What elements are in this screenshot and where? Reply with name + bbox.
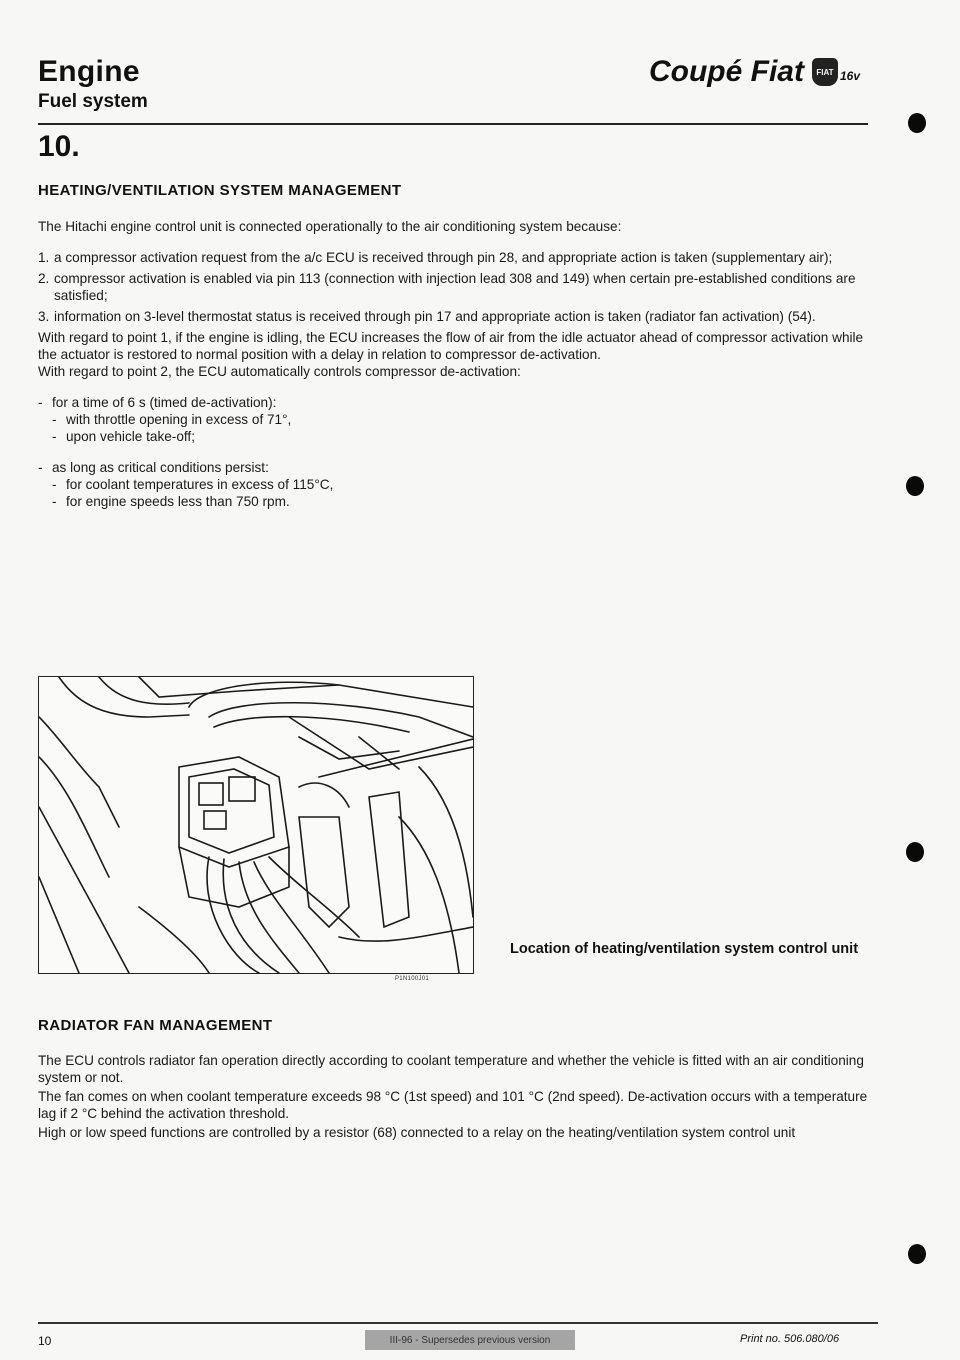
critical-label: as long as critical conditions persist:	[52, 460, 269, 475]
heating-para-2: With regard to point 2, the ECU automatically controls compressor de-activation:	[38, 364, 521, 379]
control-unit-drawing	[39, 677, 473, 973]
item-number: 3.	[38, 309, 50, 324]
list-item	[38, 270, 878, 304]
radiator-body	[38, 1052, 878, 1141]
section-title: Fuel system	[38, 91, 148, 112]
list-item	[38, 308, 878, 325]
list-item: - for a time of 6 s (timed de-activation):	[38, 395, 277, 410]
item-number: 2.	[38, 271, 50, 286]
punch-hole-icon	[906, 842, 924, 862]
radiator-para-1: The ECU controls radiator fan operation directly according to coolant temperature and whether the vehicle is fitted with an air conditioning system or not.	[38, 1053, 864, 1085]
item-number: 1.	[38, 250, 50, 265]
punch-hole-icon	[908, 1244, 926, 1264]
footer-rule	[38, 1322, 878, 1324]
list-item: - as long as critical conditions persist:	[38, 460, 269, 475]
heating-para-1: With regard to point 1, if the engine is idling, the ECU increases the flow of air from the idle actuator ahead of compressor activation while the actuator is restored to normal position with a delay in relation to compressor de-activation.	[38, 330, 864, 362]
heading-heating: HEATING/VENTILATION SYSTEM MANAGEMENT	[38, 182, 402, 199]
page-number: 10	[38, 1334, 52, 1348]
heading-radiator: RADIATOR FAN MANAGEMENT	[38, 1017, 273, 1034]
badge-text: FIAT	[816, 67, 834, 77]
engine-tag: 16v	[839, 69, 860, 83]
header-left	[38, 55, 148, 113]
header-rule	[38, 123, 868, 125]
list-item: - for engine speeds less than 750 rpm.	[52, 494, 290, 509]
list-item: - for coolant temperatures in excess of 115°C,	[52, 477, 334, 492]
heating-body	[38, 218, 878, 510]
item-text: a compressor activation request from the a/c ECU is received through pin 28, and appropriate action is taken (supplementary air);	[54, 250, 833, 265]
list-item: - upon vehicle take-off;	[52, 429, 195, 444]
timed-label: for a time of 6 s (timed de-activation):	[52, 395, 277, 410]
radiator-para-3: High or low speed functions are controlled by a resistor (68) connected to a relay on the heating/ventilation system control unit	[38, 1125, 796, 1140]
fiat-logo-icon	[812, 58, 838, 86]
list-item: - with throttle opening in excess of 71°,	[52, 412, 292, 427]
header-right	[649, 55, 860, 89]
item-text: information on 3-level thermostat status is received through pin 17 and appropriate action is taken (radiator fan activation) (54).	[54, 309, 816, 324]
engine-bay-figure	[38, 676, 474, 974]
supersedes-stamp: III-96 - Supersedes previous version	[365, 1330, 575, 1350]
timed-item: upon vehicle take-off;	[66, 429, 195, 444]
print-number: Print no. 506.080/06	[740, 1333, 840, 1345]
heating-points	[38, 249, 878, 325]
deactivation-list	[38, 394, 878, 510]
radiator-para-2: The fan comes on when coolant temperature exceeds 98 °C (1st speed) and 101 °C (2nd speed). De-activation occurs with a temperature lag if 2 °C behind the activation threshold.	[38, 1089, 868, 1121]
punch-hole-icon	[908, 113, 926, 133]
section-number: 10.	[38, 130, 80, 163]
brand-title: Coupé Fiat	[648, 55, 804, 88]
timed-item: with throttle opening in excess of 71°,	[66, 412, 292, 427]
punch-hole-icon	[906, 476, 924, 496]
figure-code: P1N100J01	[395, 976, 430, 982]
figure-caption: Location of heating/ventilation system control unit	[510, 941, 859, 957]
chapter-title: Engine	[38, 55, 140, 88]
critical-item: for coolant temperatures in excess of 115°C,	[66, 477, 334, 492]
item-text: compressor activation is enabled via pin 113 (connection with injection lead 308 and 149) when certain pre-established conditions are satisfied;	[54, 271, 856, 303]
list-item	[38, 249, 878, 266]
heating-intro: The Hitachi engine control unit is connected operationally to the air conditioning system because:	[38, 219, 622, 234]
critical-item: for engine speeds less than 750 rpm.	[66, 494, 290, 509]
